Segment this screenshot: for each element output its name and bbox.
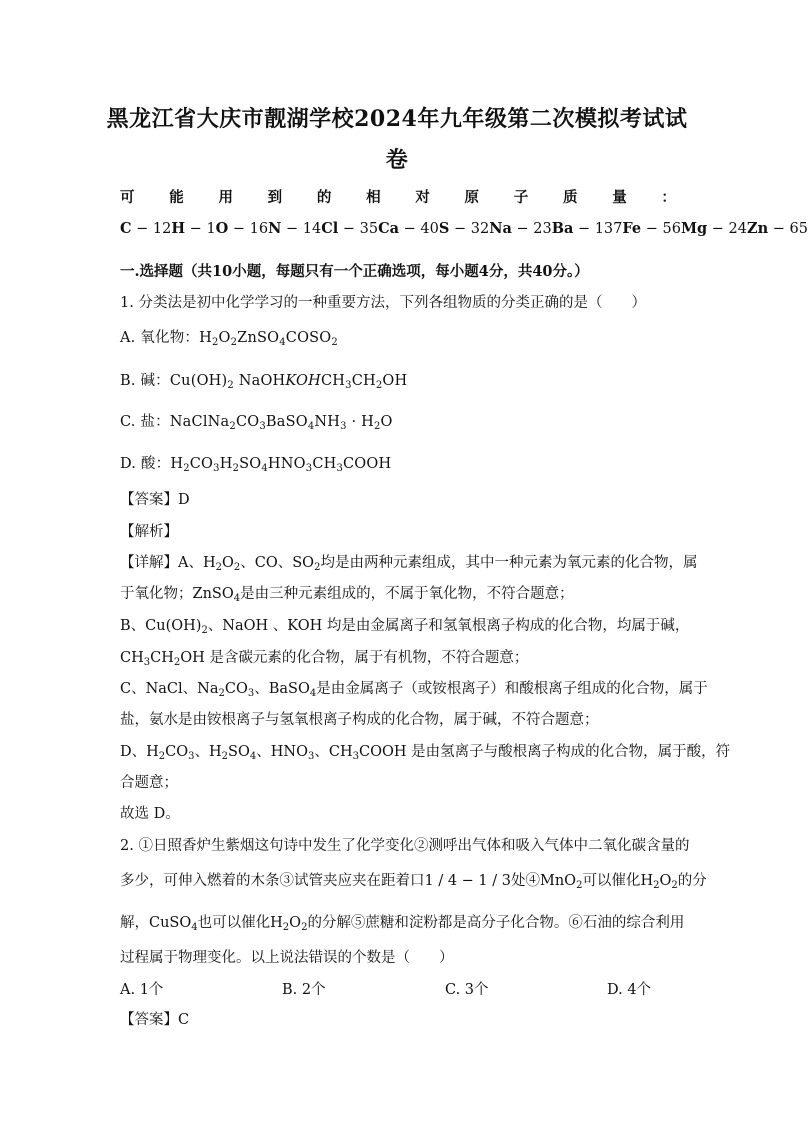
atomic-mass-zn: Zn: [746, 220, 769, 237]
atomic-mass-value: − 40: [399, 221, 439, 237]
question-1-detail-line-4: $CH_3CH_2OH$ 是含碳元素的化合物，属于有机物，不符合题意；: [120, 650, 529, 668]
atomic-masses-label-char: ：: [661, 189, 676, 206]
atomic-masses-label-char: 相: [366, 189, 381, 206]
atomic-mass-value: − 12: [131, 221, 172, 237]
atomic-mass-ca: Ca: [378, 220, 400, 237]
atomic-masses-label-char: 量: [612, 189, 627, 206]
atomic-mass-h: H: [171, 220, 186, 237]
atomic-masses-label-char: 可: [120, 189, 135, 206]
question-1-detail-line-3: B、$Cu(OH)_2$、NaOH 、KOH 均是由金属离子和氢氧根离子构成的化合物，均属于碱，: [120, 618, 690, 636]
atomic-masses-label: [120, 186, 676, 207]
atomic-mass-ba: Ba: [551, 220, 574, 237]
atomic-masses-label-char: 能: [169, 189, 184, 206]
atomic-mass-value: − 1: [185, 221, 216, 237]
atomic-masses-list: [120, 220, 808, 237]
question-1-option-d: D. 酸：$H_2CO_3H_2SO_4HNO_3CH_3COOH$: [120, 456, 392, 474]
atomic-mass-value: − 56: [641, 221, 681, 237]
atomic-masses-label-char: 用: [218, 189, 233, 206]
atomic-mass-value: − 137: [573, 221, 623, 237]
question-1-answer: 【答案】D: [120, 492, 190, 508]
question-2-line-3: 解，CuSO$_4$也可以催化$H_2O_2$的分解⑤蔗糖和淀粉都是高分子化合物。⑥石油的综合利用: [120, 915, 685, 933]
question-2-line-4: 过程属于物理变化。以上说法错误的个数是（ ）: [120, 950, 454, 966]
atomic-masses-label-char: 对: [415, 189, 430, 206]
exam-title-line1: 黑龙江省大庆市靓湖学校2024年九年级第二次模拟考试试: [106, 106, 688, 132]
question-1-detail-line-8: 合题意；: [120, 775, 178, 791]
option-c-label: C. 盐：: [120, 414, 170, 430]
question-1-detail-line-7: D、$H_2CO_3$、$H_2SO_4$、$HNO_3$、$CH_3COOH$ 是由氢离子与酸根离子构成的化合物，属于酸，符: [120, 744, 731, 762]
question-2-option-c: C. 3个: [445, 982, 489, 998]
exam-title-line2: 卷: [385, 147, 409, 173]
question-1-option-b: B. 碱：$Cu(OH)_2$ $NaOHKOHCH_3CH_2OH$: [120, 373, 408, 391]
atomic-mass-value: − 14: [281, 221, 322, 237]
atomic-mass-o: O: [215, 220, 229, 237]
question-1-detail-line-6: 盐，氨水是由铵根离子与氢氧根离子构成的化合物，属于碱，不符合题意；: [120, 712, 599, 728]
question-1-conclusion: 故选 D。: [120, 806, 180, 822]
atomic-mass-value: − 65: [768, 221, 808, 237]
question-1-stem: 1. 分类法是初中化学学习的一种重要方法，下列各组物质的分类正确的是（ ）: [120, 295, 646, 311]
atomic-mass-value: − 23: [511, 221, 552, 237]
question-1-detail-line-1: 【详解】A、$H_2O_2$、CO、$SO_2$均是由两种元素组成，其中一种元素为氧元素的化合物，属: [120, 555, 698, 573]
atomic-masses-label-char: 质: [562, 189, 578, 206]
option-b-label: B. 碱：: [120, 373, 170, 389]
atomic-mass-value: − 32: [449, 221, 490, 237]
atomic-masses-label-char: 原: [464, 189, 480, 206]
option-d-label: D. 酸：: [120, 456, 171, 472]
atomic-mass-c: C: [120, 220, 132, 237]
section-heading: 一.选择题（共10小题，每题只有一个正确选项，每小题4分，共40分。）: [120, 263, 589, 280]
atomic-mass-value: − 16: [228, 221, 269, 237]
atomic-mass-n: N: [268, 220, 282, 237]
atomic-mass-value: − 35: [338, 221, 379, 237]
atomic-mass-fe: Fe: [622, 220, 642, 237]
question-2-line-2: 多少，可伸入燃着的木条③试管夹应夹在距着口1 / 4 − 1 / 3处④MnO$_2$可以催化$H_2O_2$的分: [120, 873, 707, 891]
question-1-analysis-title: 【解析】: [120, 524, 178, 540]
atomic-mass-na: Na: [489, 220, 512, 237]
option-a-label: A. 氧化物：: [120, 330, 200, 346]
atomic-masses-label-char: 的: [316, 189, 332, 206]
atomic-mass-cl: Cl: [321, 220, 339, 237]
atomic-masses-label-char: 到: [267, 189, 283, 206]
question-2-option-b: B. 2个: [282, 982, 326, 998]
question-1-detail-line-5: C、NaCl、$Na_2CO_3$、BaSO$_4$是由金属离子（或铵根离子）和酸根离子组成的化合物，属于: [120, 681, 708, 699]
question-1-detail-line-2: 于氧化物；ZnSO$_4$是由三种元素组成的，不属于氧化物，不符合题意；: [120, 586, 574, 604]
question-2-answer: 【答案】C: [120, 1012, 190, 1028]
atomic-mass-s: S: [438, 220, 450, 237]
atomic-mass-value: − 24: [707, 221, 747, 237]
question-1-option-a: A. 氧化物：$H_2O_2ZnSO_4COSO_2$: [120, 330, 338, 348]
atomic-masses-label-char: 子: [513, 189, 529, 206]
question-2-option-a: A. 1个: [120, 982, 164, 998]
question-2-line-1: 2. ①日照香炉生紫烟这句诗中发生了化学变化②测呼出气体和吸入气体中二氧化碳含量的: [120, 838, 690, 854]
question-1-option-c: C. 盐：$NaClNa_2CO_3BaSO_4NH_3 \cdot H_2O$: [120, 414, 393, 432]
question-2-option-d: D. 4个: [607, 982, 652, 998]
atomic-mass-mg: Mg: [680, 220, 708, 237]
